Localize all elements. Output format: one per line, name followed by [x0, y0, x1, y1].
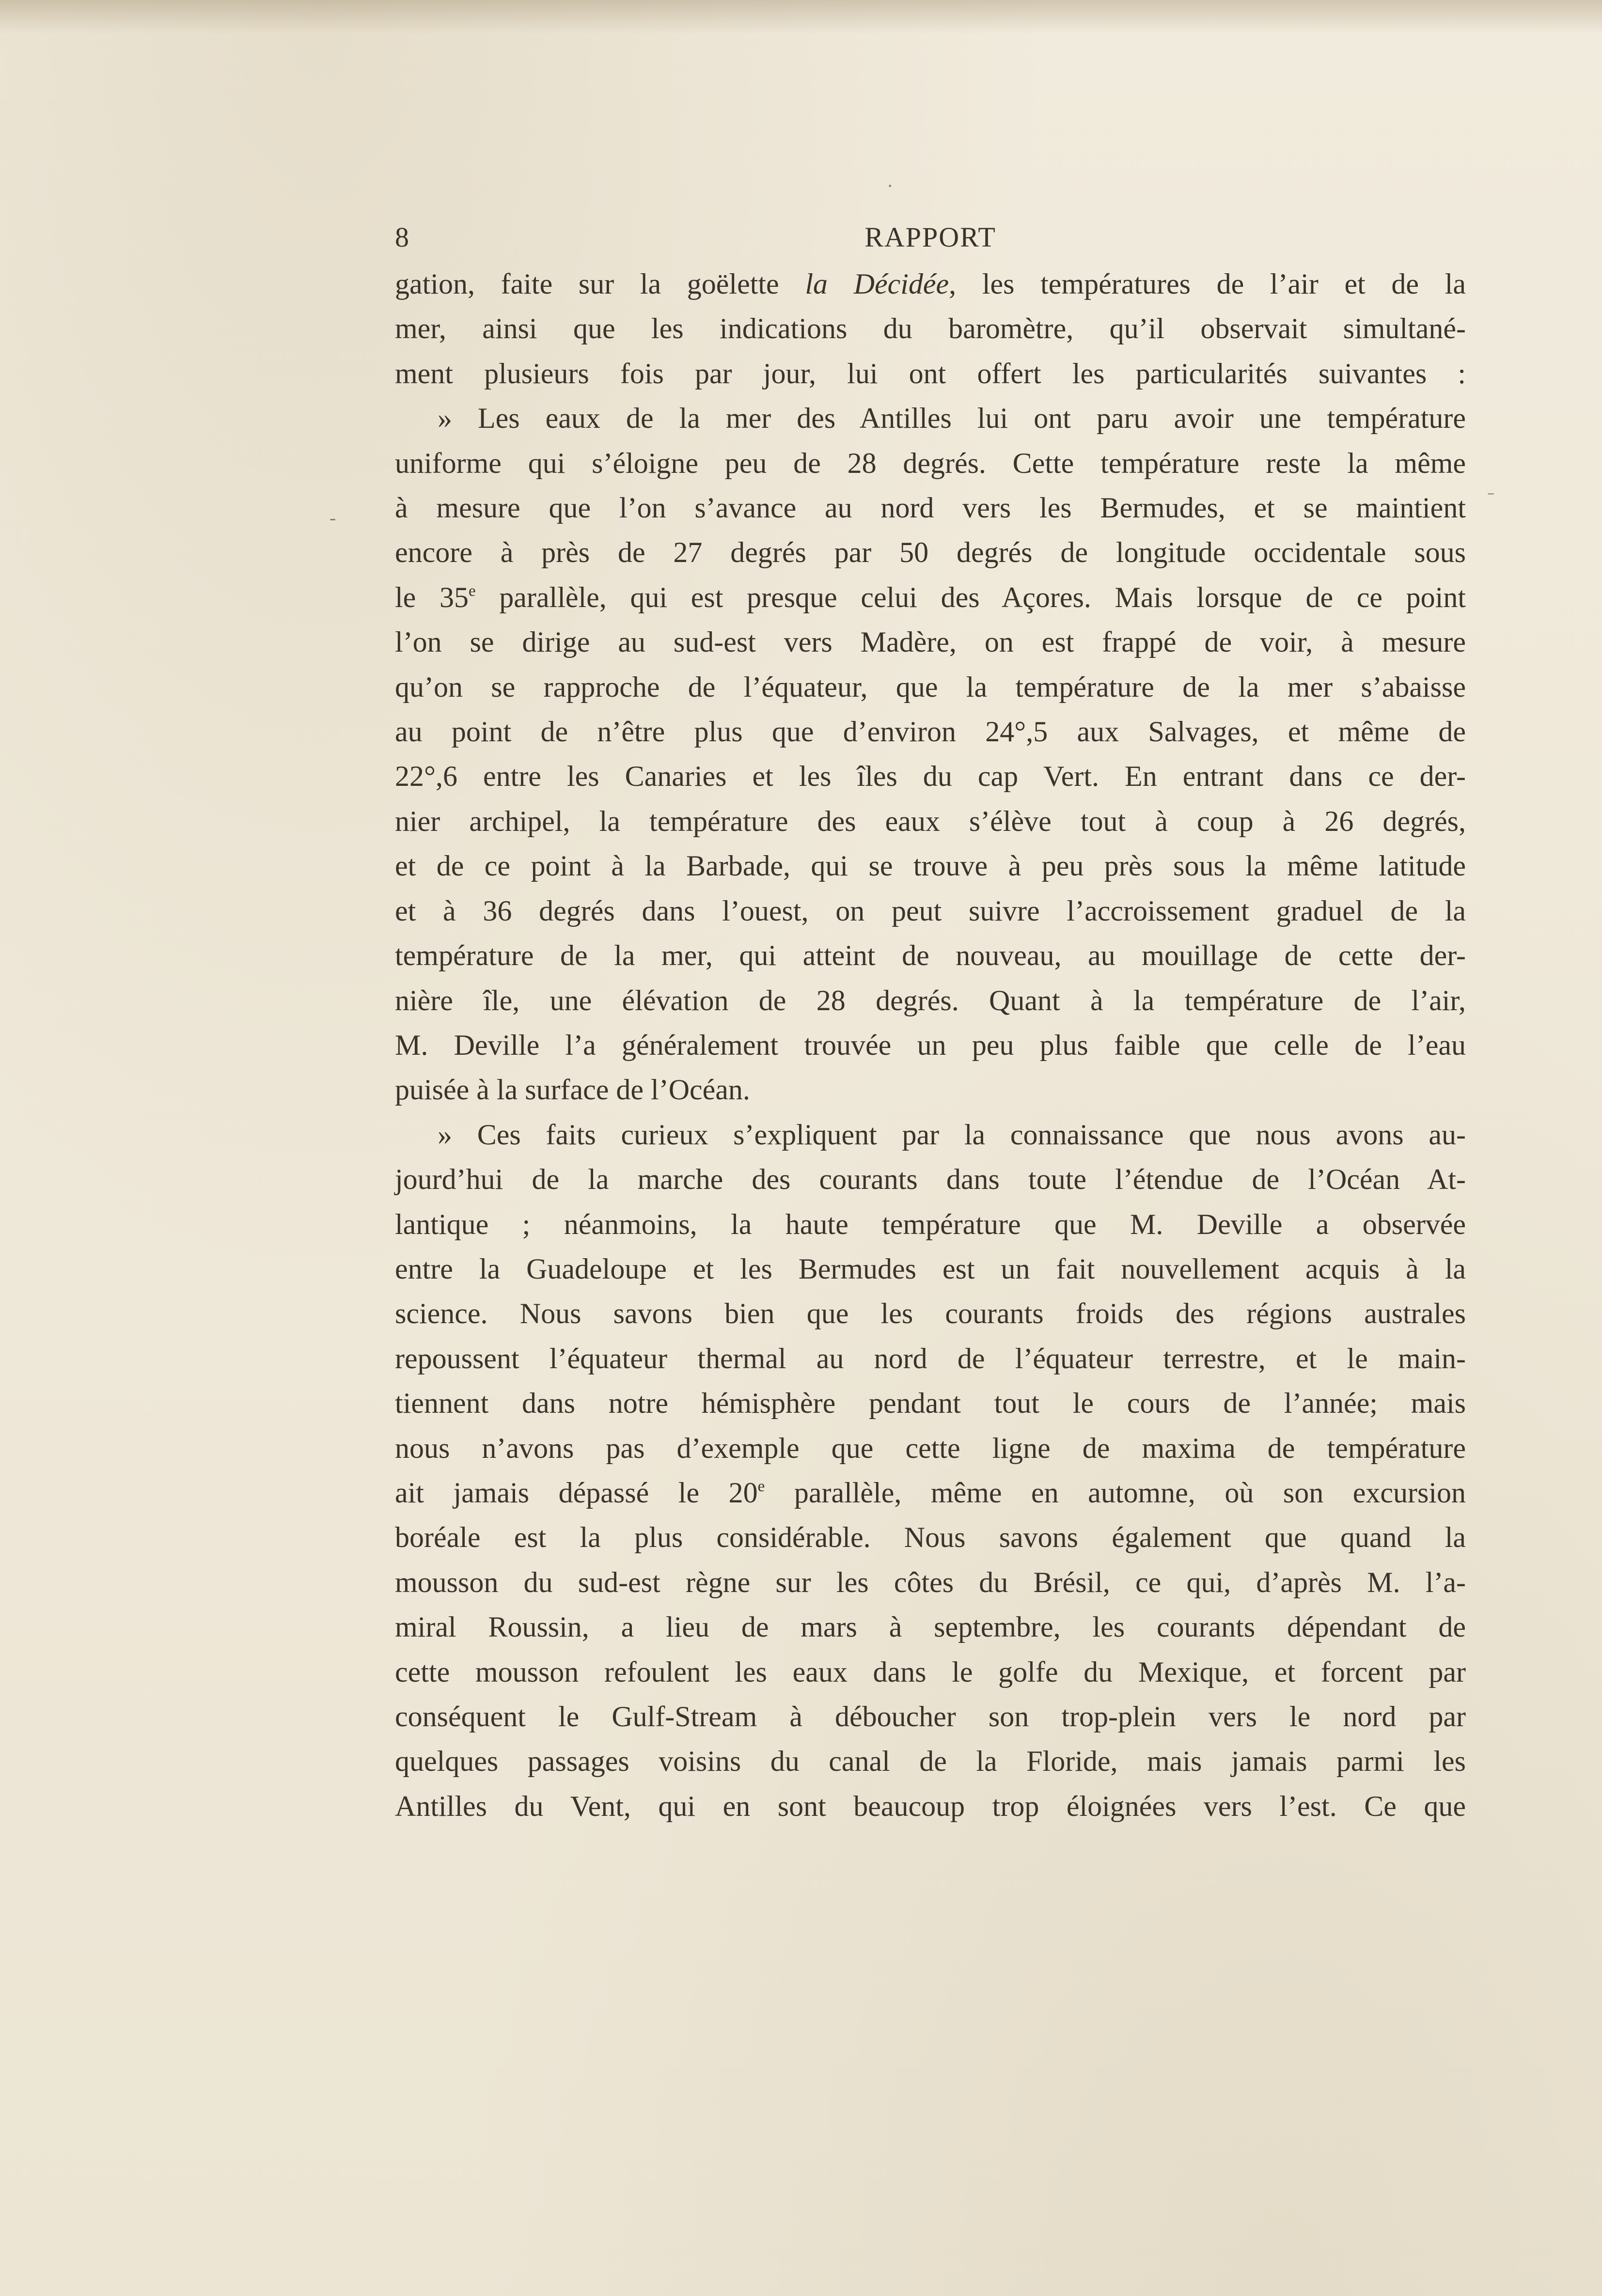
- text-line: entre la Guadeloupe et les Bermudes est un fait nouvellement acquis à la: [395, 1252, 1466, 1285]
- text-line: nier archipel, la température des eaux s’élève tout à coup à 26 degrés,: [395, 805, 1466, 837]
- text-line: et de ce point à la Barbade, qui se trouve à peu près sous la même latitude: [395, 850, 1466, 882]
- text-line: tiennent dans notre hémisphère pendant tout le cours de l’année; mais: [395, 1387, 1466, 1420]
- text-line: encore à près de 27 degrés par 50 degrés de longitude occidentale sous: [395, 536, 1466, 569]
- body-text: [395, 262, 1466, 1828]
- text-line: puisée à la surface de l’Océan.: [395, 1074, 750, 1106]
- speck-mark: -: [330, 507, 336, 529]
- text-line: Antilles du Vent, qui en sont beaucoup trop éloignées vers l’est. Ce que: [395, 1790, 1466, 1822]
- text-line: mer, ainsi que les indications du baromètre, qu’il observait simultané-: [395, 312, 1466, 345]
- text-line: le 35e parallèle, qui est presque celui des Açores. Mais lorsque de ce point: [395, 581, 1466, 613]
- text-line: ment plusieurs fois par jour, lui ont offert les particularités suivantes :: [395, 357, 1466, 390]
- text-line: jourd’hui de la marche des courants dans toute l’étendue de l’Océan At-: [395, 1163, 1466, 1196]
- speck-mark: ·: [887, 175, 894, 197]
- text-line: quelques passages voisins du canal de la Floride, mais jamais parmi les: [395, 1745, 1466, 1778]
- speck-mark: ˗: [1488, 480, 1494, 502]
- text-line: » Ces faits curieux s’expliquent par la connaissance que nous avons au-: [438, 1118, 1466, 1151]
- text-line: » Les eaux de la mer des Antilles lui ont paru avoir une température: [438, 402, 1466, 435]
- paper-edge-shadow: [0, 0, 1602, 34]
- text-line: et à 36 degrés dans l’ouest, on peut suivre l’accroissement graduel de la: [395, 894, 1466, 927]
- text-line: gation, faite sur la goëlette la Décidée, les températures de l’air et de la: [395, 268, 1466, 300]
- text-line: cette mousson refoulent les eaux dans le golfe du Mexique, et forcent par: [395, 1656, 1466, 1688]
- text-line: conséquent le Gulf-Stream à déboucher son trop-plein vers le nord par: [395, 1701, 1466, 1733]
- superscript: e: [468, 582, 476, 600]
- page-number: 8: [395, 221, 409, 253]
- text-line: miral Roussin, a lieu de mars à septembre, les courants dépendant de: [395, 1611, 1466, 1643]
- text-line: 22°,6 entre les Canaries et les îles du cap Vert. En entrant dans ce der-: [395, 760, 1466, 793]
- running-head: [395, 213, 1466, 262]
- text-line: science. Nous savons bien que les courants froids des régions australes: [395, 1297, 1466, 1330]
- running-title: RAPPORT: [864, 221, 996, 253]
- text-line: qu’on se rapproche de l’équateur, que la température de la mer s’abaisse: [395, 671, 1466, 703]
- text-line: au point de n’être plus que d’environ 24°,5 aux Salvages, et même de: [395, 716, 1466, 748]
- text-line: à mesure que l’on s’avance au nord vers les Bermudes, et se maintient: [395, 492, 1466, 524]
- text-line: mousson du sud-est règne sur les côtes du Brésil, ce qui, d’après M. l’a-: [395, 1566, 1466, 1598]
- italic-title: la Décidée: [805, 268, 949, 300]
- text-line: M. Deville l’a généralement trouvée un peu plus faible que celle de l’eau: [395, 1029, 1466, 1061]
- text-line: nière île, une élévation de 28 degrés. Quant à la température de l’air,: [395, 984, 1466, 1016]
- text-line: l’on se dirige au sud-est vers Madère, on est frappé de voir, à mesure: [395, 626, 1466, 658]
- text-line: repoussent l’équateur thermal au nord de l’équateur terrestre, et le main-: [395, 1342, 1466, 1374]
- superscript: e: [757, 1477, 765, 1495]
- text-line: ait jamais dépassé le 20e parallèle, même en automne, où son excursion: [395, 1476, 1466, 1509]
- text-line: nous n’avons pas d’exemple que cette ligne de maxima de température: [395, 1432, 1466, 1464]
- text-line: lantique ; néanmoins, la haute température que M. Deville a observée: [395, 1208, 1466, 1240]
- text-line: uniforme qui s’éloigne peu de 28 degrés. Cette température reste la même: [395, 447, 1466, 479]
- text-line: température de la mer, qui atteint de nouveau, au mouillage de cette der-: [395, 939, 1466, 972]
- text-block: [395, 213, 1466, 1828]
- text-line: boréale est la plus considérable. Nous savons également que quand la: [395, 1521, 1466, 1554]
